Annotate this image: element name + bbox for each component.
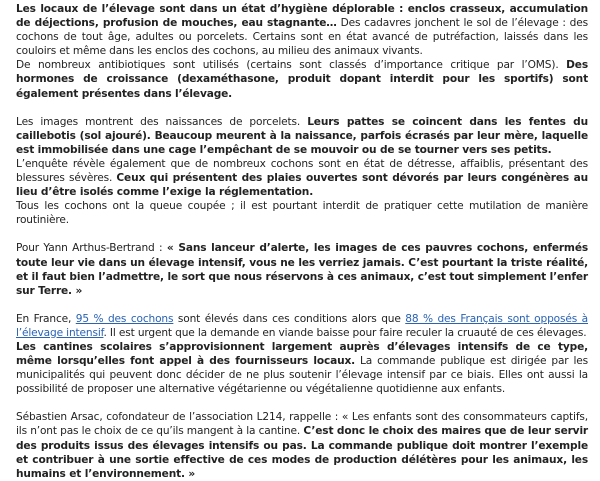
spacer <box>16 101 588 115</box>
bold-text: Des hormones de croissance (dexaméthasone, produit dopant interdit pour les sportifs) sont également présentes dans l’élevage. <box>16 59 588 100</box>
spacer <box>16 298 588 312</box>
paragraph-quote-arsac <box>16 410 588 480</box>
paragraph-births <box>16 115 588 157</box>
body-text: Les images montrent des naissances de porcelets. <box>16 115 308 128</box>
paragraph-hygiene <box>16 2 588 58</box>
paragraph-quote-arthus-bertrand <box>16 241 588 297</box>
spacer <box>16 396 588 410</box>
bold-text: Les cantines scolaires s’approvisionnent largement auprès d’élevages intensifs de ce type, même lorsqu’elles font appel à des fournisseurs locaux. <box>16 340 588 368</box>
bold-text: C’est donc le choix des maires que de leur servir des produits issus des élevages intensifs ou pas. La commande publique doit montrer l’exemple et contribuer à une sortie effective de ces modes de production délétères pour les animaux, les humains et l’environnement. » <box>16 425 588 480</box>
bold-text: Ceux qui présentent des plaies ouvertes sont dévorés par leurs congénères au lieu d’être isolés comme l’exige la réglementation. <box>16 172 588 199</box>
body-text: Pour Yann Arthus-Bertrand : <box>16 242 167 255</box>
body-text: L’enquête révèle également que de nombreux cochons sont en état de détresse, affaiblis, présentant des blessures sévères. <box>16 157 588 185</box>
body-text: La commande publique est dirigée par les municipalités qui peuvent donc décider de ne plus soutenir l’élevage intensif par ce biais. Elles ont aussi la possibilité de proposer une alternative végétarienne ou végétalienne quotidienne aux enfants. <box>16 355 588 396</box>
bold-text: « Sans lanceur d’alerte, les images de ces pauvres cochons, enfermés toute leur vie dans un élevage intensif, vous ne les verriez jamais. C’est pourtant la triste réalité, et il faut bien l’admettre, le sort que nous réservons à ces animaux, c’est tout simplement l’enfer sur Terre. » <box>16 242 589 297</box>
bold-text: Leurs pattes se coincent dans les fentes du caillebotis (sol ajouré). Beaucoup meurent à la naissance, parfois écrasés par leur mère, laquelle est immobilisée dans une cage l’empêchant de se mouvoir ou de se tourner vers ses petits. <box>16 115 588 156</box>
link-88-percent-french[interactable]: 88 % des Français sont opposés à l’élevage intensif <box>16 312 588 339</box>
body-text: Tous les cochons ont la queue coupée ; il est pourtant interdit de pratiquer cette mutilation de manière routinière. <box>16 200 588 227</box>
body-text: De nombreux antibiotiques sont utilisés (certains sont classés d’importance critique par l’OMS). <box>16 59 567 72</box>
paragraph-distress <box>16 157 588 199</box>
body-text: Des cadavres jonchent le sol de l’élevage : des cochons de tout âge, adultes ou porcelets. Certains sont en état avancé de putréfaction, laissés dans les couloirs et même dans les enclos des cochons, au milieu des animaux vivants. <box>16 17 588 58</box>
link-95-percent-pigs[interactable]: 95 % des cochons <box>75 312 174 325</box>
body-text: sont élevés dans ces conditions alors que <box>173 312 406 325</box>
paragraph-antibiotics <box>16 58 588 100</box>
paragraph-tails <box>16 199 588 227</box>
bold-text: Les locaux de l’élevage sont dans un état d’hygiène déplorable : enclos crasseux, accumulation de déjections, profusion de mouches, eau stagnante… <box>16 3 588 30</box>
body-text: En France, <box>16 312 76 325</box>
spacer <box>16 227 588 241</box>
paragraph-school-canteens <box>16 340 588 396</box>
paragraph-france-stats <box>16 312 588 340</box>
body-text: Sébastien Arsac, cofondateur de l’association L214, rappelle : « Les enfants sont des consommateurs captifs, ils n’ont pas le choix de ce qu’ils mangent à la cantine. <box>16 411 588 438</box>
body-text: . Il est urgent que la demande en viande baisse pour faire reculer la cruauté de ces élevages. <box>103 326 587 339</box>
